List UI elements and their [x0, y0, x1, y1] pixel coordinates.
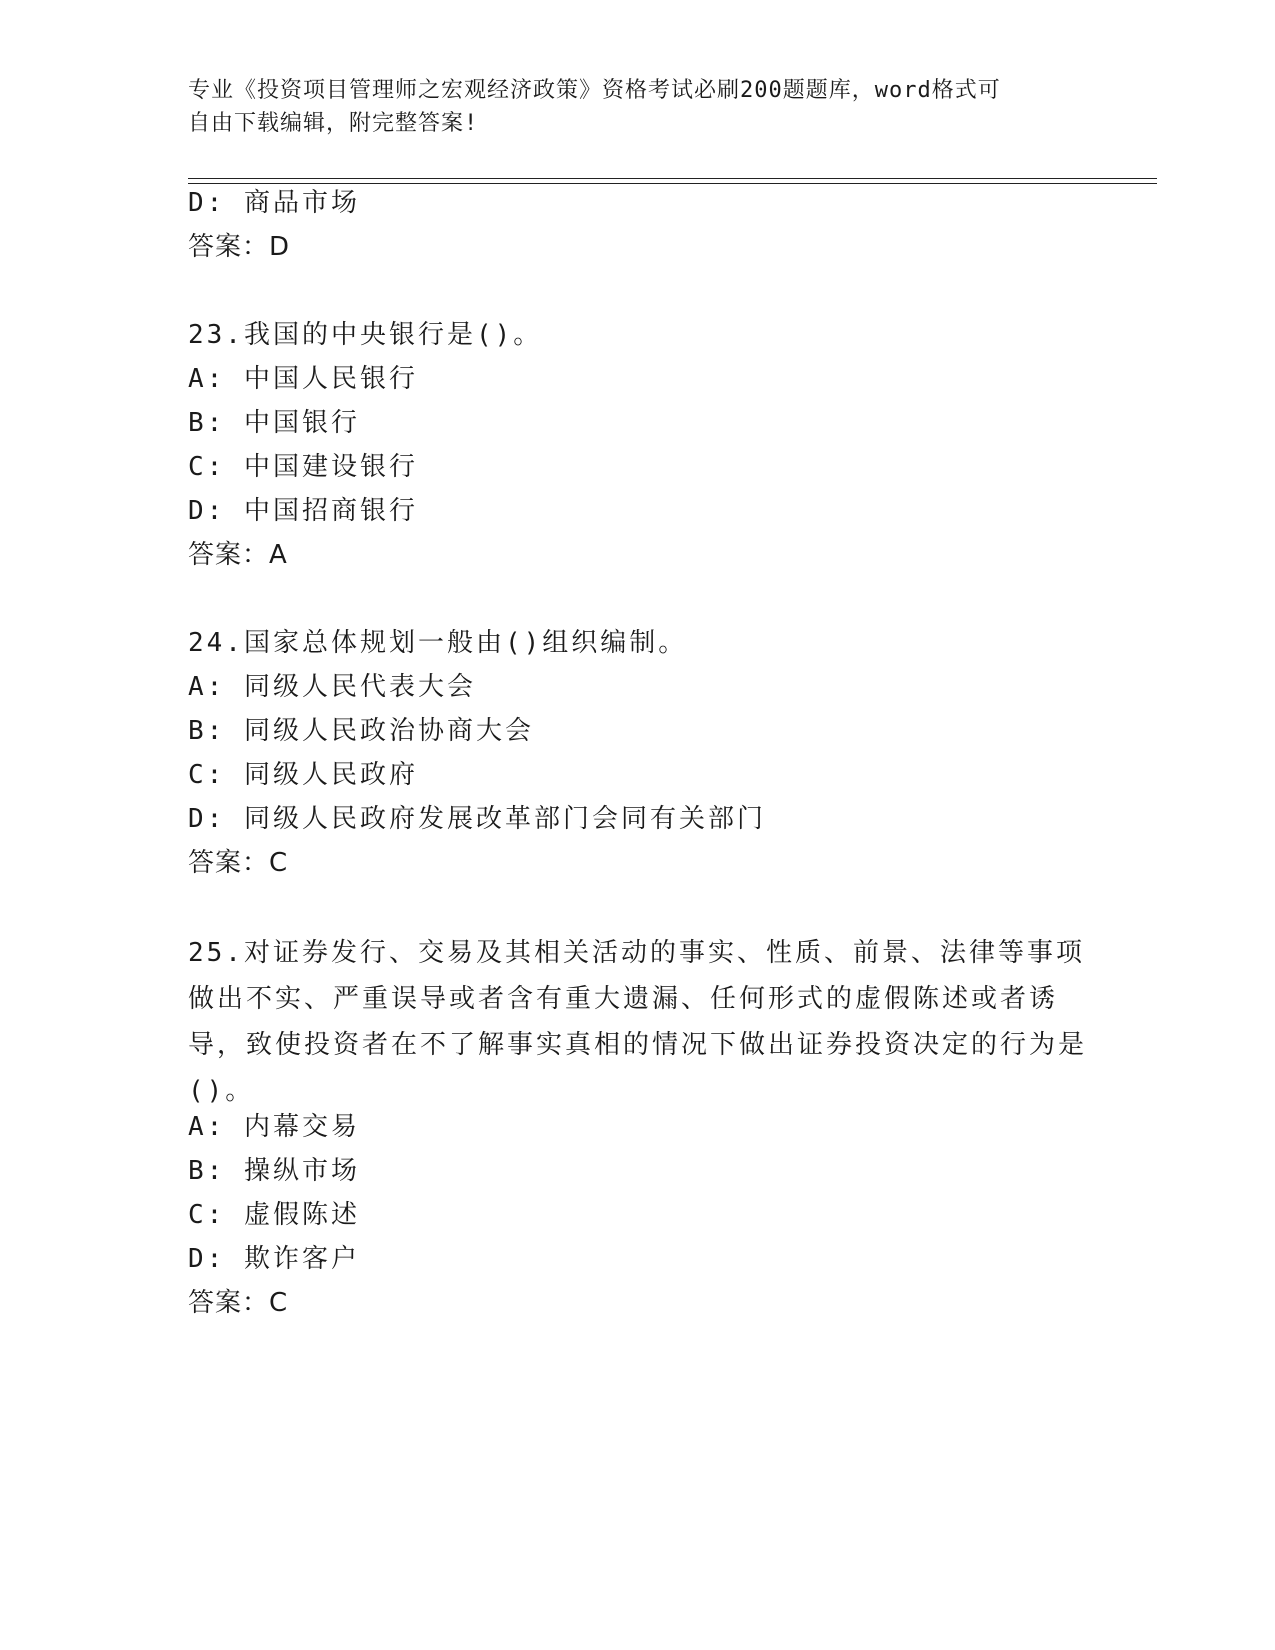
question-23-option-c: C: 中国建设银行	[188, 452, 418, 482]
question-24-answer: 答案：C	[188, 848, 289, 878]
question-23-option-a: A: 中国人民银行	[188, 364, 418, 394]
question-23-option-b: B: 中国银行	[188, 408, 360, 438]
question-23-stem: 23.我国的中央银行是()。	[188, 320, 543, 350]
question-25-option-a: A: 内幕交易	[188, 1112, 360, 1142]
prev-option-d: D: 商品市场	[188, 188, 360, 218]
header-divider-bottom	[188, 183, 1157, 184]
question-23-option-d: D: 中国招商银行	[188, 496, 418, 526]
prev-answer: 答案：D	[188, 232, 291, 262]
question-24-option-c: C: 同级人民政府	[188, 760, 418, 790]
question-24-option-d: D: 同级人民政府发展改革部门会同有关部门	[188, 804, 766, 834]
document-header	[188, 74, 1088, 140]
question-25-option-b: B: 操纵市场	[188, 1156, 360, 1186]
question-25-option-c: C: 虚假陈述	[188, 1200, 360, 1230]
header-line-2: 自由下载编辑，附完整答案!	[188, 111, 479, 136]
question-24-option-a: A: 同级人民代表大会	[188, 672, 476, 702]
header-line-1: 专业《投资项目管理师之宏观经济政策》资格考试必刷200题题库，word格式可	[188, 78, 1001, 103]
question-24-stem: 24.国家总体规划一般由()组织编制。	[188, 628, 688, 658]
header-divider-top	[188, 178, 1157, 179]
question-25-option-d: D: 欺诈客户	[188, 1244, 360, 1274]
question-25-stem: 25.对证券发行、交易及其相关活动的事实、性质、前景、法律等事项做出不实、严重误导或者含有重大遗漏、任何形式的虚假陈述或者诱导，致使投资者在不了解事实真相的情况下做出证券投资决定的行为是()。	[188, 938, 1088, 1106]
question-23-answer: 答案：A	[188, 540, 288, 570]
question-25-answer: 答案：C	[188, 1288, 289, 1318]
question-24-option-b: B: 同级人民政治协商大会	[188, 716, 534, 746]
